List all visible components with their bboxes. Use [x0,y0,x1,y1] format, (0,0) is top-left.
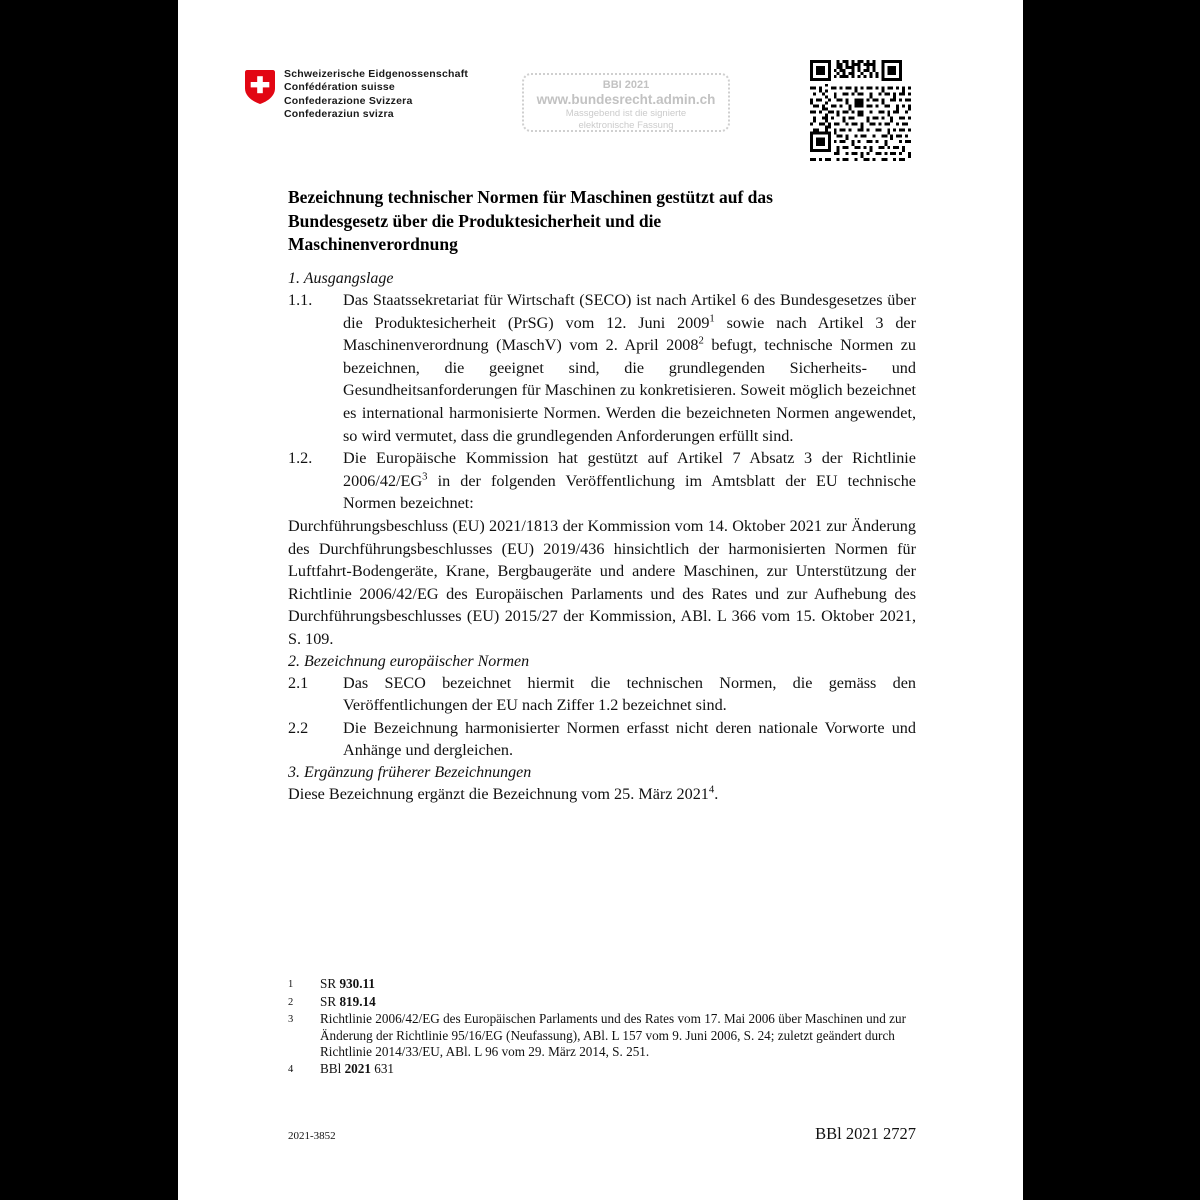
p12-text-b: in der folgenden Veröffentlichung im Amtsblatt der EU technische Normen bezeichnet: [343,471,916,513]
footnote-ref-4[interactable]: 4 [708,783,715,796]
paragraph-1-1 [288,289,916,447]
paragraph-number-2-1: 2.1 [288,673,309,692]
swiss-shield-icon [245,70,275,104]
footnote-prefix: SR [320,993,340,1009]
paragraph-text-2-1: Das SECO bezeichnet hiermit die technischen Normen, die gemäss den Veröffentlichungen der EU nach Ziffer 1.2 bezeichnet sind. [343,673,916,715]
federal-logo [245,68,468,122]
paragraph-text-1-1 [343,289,916,447]
p12-text-a: Die Europäische Kommission hat gestützt auf Artikel 7 Absatz 3 der Richtlinie 2006/42/EG [343,449,916,490]
footnote-reference-number: 930.11 [339,976,375,991]
footnote-prefix: BBl [320,1060,345,1076]
page-title: Bezeichnung technischer Normen für Maschinen gestützt auf das Bundesgesetz über die Produktesicherheit und die Maschinenverordnung [288,187,773,254]
stamp-url: www.bundesrecht.admin.ch [536,92,716,107]
paragraph-2-1 [288,672,916,717]
section-heading-3: 3. Ergänzung früherer Bezeichnungen [288,763,532,781]
footnote-mark: 4 [288,1063,294,1075]
stamp-note-line1: Massgebend ist die signierte [565,108,687,119]
footnote-text [320,1011,916,1061]
closing-text-a: Diese Bezeichnung ergänzt die Bezeichnung vom 25. März 2021 [288,784,709,803]
paragraph-1-2 [288,447,916,515]
footnote-ref-2[interactable]: 2 [698,334,704,347]
paragraph-2-2 [288,717,916,762]
footnote-ref-3[interactable]: 3 [422,470,428,483]
publication-reference: BBl 2021 2727 [815,1124,916,1143]
logo-line-fr: Confédération suisse [284,81,395,94]
footnote-item [288,1061,916,1079]
quoted-decision-block: Durchführungsbeschluss (EU) 2021/1813 der Kommission vom 14. Oktober 2021 zur Änderung des Durchführungsbeschlusses (EU) 2019/436 hinsichtlich der harmonisierten Normen für Luftfahrt-Bodengeräte, Krane, Bergbaugeräte und andere Maschinen, zur Unterstützung der Richtlinie 2006/42/EG des Europäischen Parlaments und des Rates und zur Aufhebung des Durchführungsbeschlusses (EU) 2015/27 der Kommission, ABl. L 366 vom 15. Oktober 2021, S. 109. [288,516,916,648]
footnote-text [320,994,916,1012]
qr-code-icon [807,57,917,167]
footnote-suffix: 631 [370,1060,395,1076]
electronic-signature-stamp [522,73,730,132]
footnote-mark: 2 [288,996,294,1008]
logo-line-de: Schweizerische Eidgenossenschaft [284,68,469,80]
footnote-item [288,976,916,994]
p11-text-b: sowie nach Artikel 3 der Maschinenverordnung (MaschV) vom 2. April 2008 [343,313,916,355]
closing-paragraph [288,783,916,806]
footnote-reference-number: 819.14 [339,993,376,1009]
footnote-reference-number: 2021 [344,1060,371,1076]
footnote-list [288,976,916,1079]
paragraph-text-1-2 [343,447,916,515]
document-body [288,268,916,805]
document-reference-number: 2021-3852 [288,1130,336,1142]
stamp-note-line2: elektronische Fassung [578,120,674,131]
stamp-publication: BBI 2021 [602,79,650,91]
page-footer [288,1124,916,1144]
logo-line-rm: Confederaziun svizra [284,108,394,121]
footnote-prefix: SR [320,976,340,991]
footnote-item [288,994,916,1012]
footnote-item [288,1011,916,1061]
footnote-mark: 3 [288,1014,294,1026]
p11-text-a: Das Staatssekretariat für Wirtschaft (SECO) ist nach Artikel 6 des Bundesgesetzes über die Produktesicherheit (PrSG) vom 12. Juni 2009 [343,291,916,332]
federal-logo-lines [284,68,468,122]
footnote-mark: 1 [288,979,294,990]
footnote-ref-1[interactable]: 1 [709,312,715,325]
closing-text-b: . [714,784,719,803]
footnote-text [320,976,916,994]
logo-line-it: Confederazione Svizzera [284,94,413,107]
paragraph-number-1-2: 1.2. [288,449,313,468]
paragraph-number-1-1: 1.1. [288,291,313,309]
section-heading-1: 1. Ausgangslage [288,270,394,287]
footnote-text [320,1061,916,1079]
p11-text-c: befugt, technische Normen zu bezeichnen, die geeignet sind, die grundlegenden Sicherheits- und Gesundheitsanforderungen für Maschinen zu konkretisieren. Soweit möglich bezeichnet es international harmonisierte Normen. Werden die bezeichneten Normen angewendet, so wird vermutet, dass die grundlegenden Anforderungen erfüllt sind. [343,336,916,445]
paragraph-text-2-2: Die Bezeichnung harmonisierter Normen erfasst nicht deren nationale Vorworte und Anhänge und dergleichen. [343,718,916,760]
document-header [178,60,1023,180]
paragraph-number-2-2: 2.2 [288,718,309,737]
document-page [178,0,1023,1200]
footnote-prefix: Richtlinie 2006/42/EG des Europäischen Parlaments und des Rates vom 17. Mai 2006 über Maschinen und zur Änderung der Richtlinie 95/16/EG (Neufassung), ABl. L 157 vom 9. Juni 2006, S. 24; zuletzt geändert durch Richtlinie 2014/33/EU, ABl. L 96 vom 29. März 2014, S. 251. [320,1011,907,1060]
section-heading-2: 2. Bezeichnung europäischer Normen [288,652,530,670]
